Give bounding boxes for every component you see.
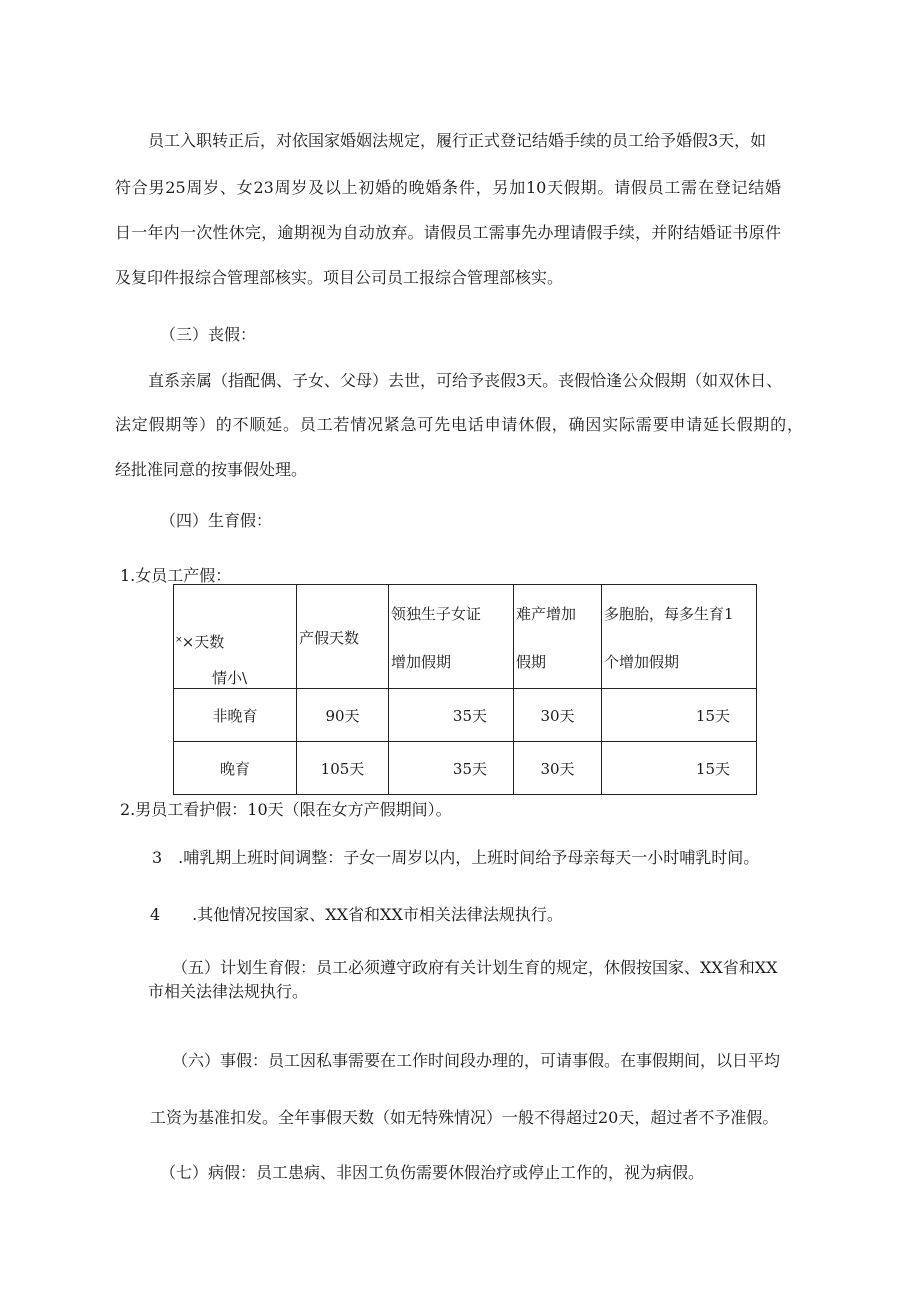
row-label: 晚育 <box>174 742 297 795</box>
other-cases-item: 4 .其他情况按国家、XX省和XX市相关法律法规执行。 <box>150 905 563 924</box>
paragraph-line: 经批准同意的按事假处理。 <box>115 460 308 479</box>
cell-days: 90天 <box>297 689 389 742</box>
bereavement-heading: （三）丧假： <box>160 325 257 344</box>
cell-days: 105天 <box>297 742 389 795</box>
sick-leave-line: （七）病假：员工患病、非因工负伤需要休假治疗或停止工作的，视为病假。 <box>160 1163 705 1182</box>
header-only-child: 领独生子女证 增加假期 <box>389 585 514 689</box>
paragraph-line: 直系亲属（指配偶、子女、父母）去世，可给予丧假3天。丧假恰逢公众假期（如双休日、 <box>148 371 783 390</box>
maternity-heading: （四）生育假： <box>160 511 273 530</box>
table-corner-cell <box>174 585 297 689</box>
paragraph-line: 法定假期等）的不顺延。员工若情况紧急可先电话申请休假，确因实际需要申请延长假期的， <box>115 415 803 434</box>
paragraph-line: 及复印件报综合管理部核实。项目公司员工报综合管理部核实。 <box>115 268 564 287</box>
table-row <box>174 742 757 795</box>
cell-only-child: 35天 <box>389 689 514 742</box>
paragraph-line: 员工入职转正后，对依国家婚姻法规定，履行正式登记结婚手续的员工给予婚假3天，如 <box>148 131 767 150</box>
nursing-item: 3 .哺乳期上班时间调整：子女一周岁以内，上班时间给予母亲每天一小时哺乳时间。 <box>152 848 760 867</box>
paragraph-line: 日一年内一次性休完，逾期视为自动放弃。请假员工需事先办理请假手续，并附结婚证书原件 <box>115 223 781 242</box>
paternity-item: 2.男员工看护假：10天（限在女方产假期间）。 <box>120 800 452 819</box>
row-label: 非晚育 <box>174 689 297 742</box>
paragraph-line: 符合男25周岁、女23周岁及以上初婚的晚婚条件，另加10天假期。请假员工需在登记结婚 <box>115 178 781 197</box>
family-planning-line: （五）计划生育假：员工必须遵守政府有关计划生育的规定，休假按国家、XX省和XX <box>172 958 778 977</box>
cell-multi: 15天 <box>602 689 757 742</box>
cell-difficult: 30天 <box>514 742 602 795</box>
family-planning-line: 市相关法律法规执行。 <box>148 982 309 1001</box>
female-maternity-item: 1.女员工产假： <box>120 566 232 585</box>
header-multiple-birth: 多胞胎，每多生育1 个增加假期 <box>602 585 757 689</box>
header-maternity-days: 产假天数 <box>297 585 389 689</box>
personal-leave-line: （六）事假：员工因私事需要在工作时间段办理的，可请事假。在事假期间，以日平均 <box>172 1051 781 1070</box>
maternity-leave-table <box>173 584 757 795</box>
cell-only-child: 35天 <box>389 742 514 795</box>
personal-leave-line: 工资为基准扣发。全年事假天数（如无特殊情况）一般不得超过20天，超过者不予准假。 <box>150 1108 779 1127</box>
corner-top-label: ˟×天数 <box>176 633 225 651</box>
cell-difficult: 30天 <box>514 689 602 742</box>
corner-bottom-label: 情小\ <box>212 669 248 687</box>
cell-multi: 15天 <box>602 742 757 795</box>
table-header-row <box>174 585 757 689</box>
header-difficult-birth: 难产增加 假期 <box>514 585 602 689</box>
table-row <box>174 689 757 742</box>
